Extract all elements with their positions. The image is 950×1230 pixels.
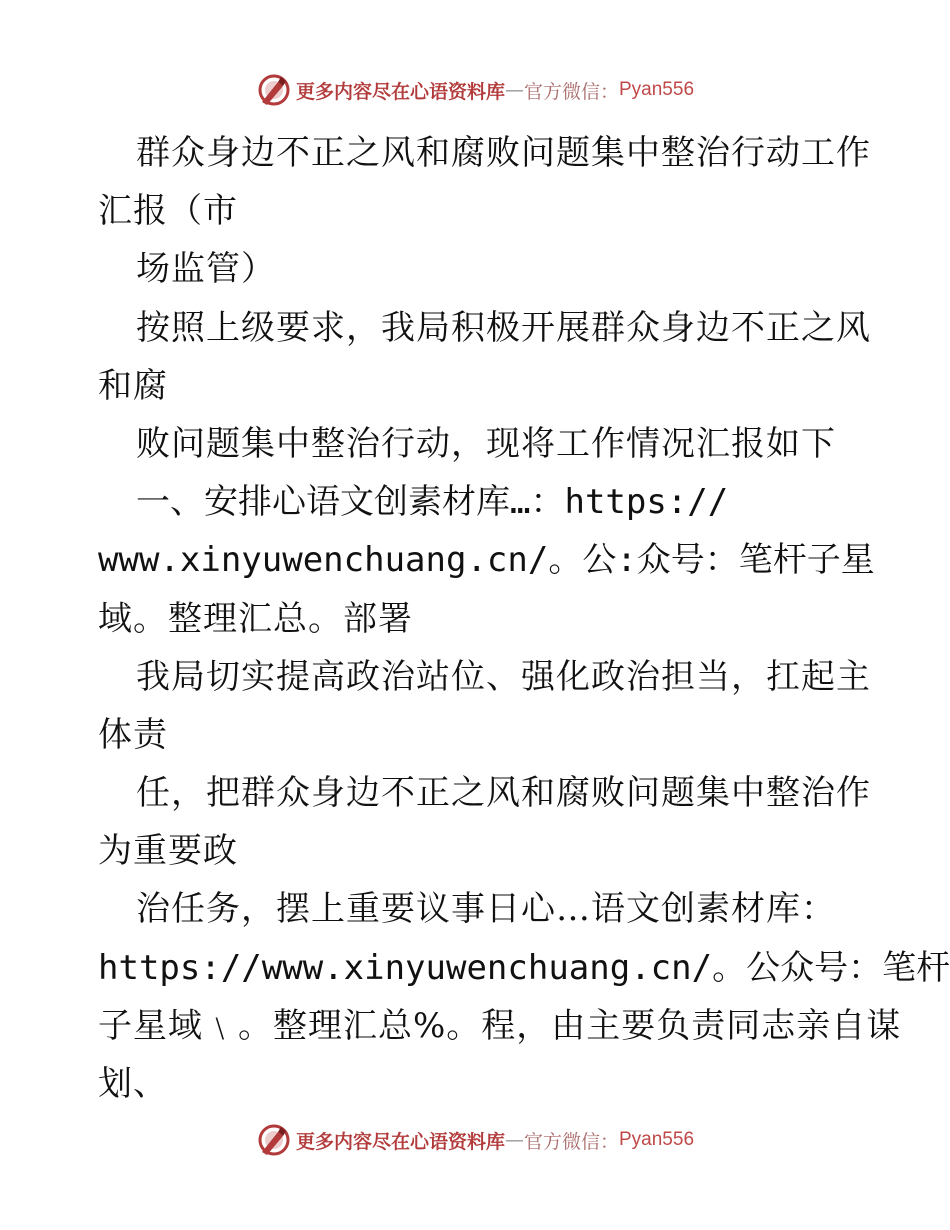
paragraph-line: 我局切实提高政治站位、强化政治担当，扛起主 <box>136 656 871 697</box>
paragraph-line: 按照上级要求，我局积极开展群众身边不正之风 <box>136 307 871 348</box>
document-body <box>98 124 950 1113</box>
title-line-2: 汇报（市 <box>98 191 238 232</box>
paragraph-line: www.xinyuwenchuang.cn/。公:众号：笔杆子星 <box>98 540 875 581</box>
banner-brand: 更多内容尽在心语资料库 <box>295 80 505 103</box>
paragraph-line: 败问题集中整治行动，现将工作情况汇报如下 <box>136 423 836 464</box>
paragraph-line: 子星域﹨。整理汇总%。程，由主要负责同志亲自谋 <box>98 1005 902 1046</box>
banner-brand: 更多内容尽在心语资料库 <box>295 1130 505 1153</box>
paragraph-line: 域。整理汇总。部署 <box>98 598 413 639</box>
banner-label: 官方微信： <box>523 80 619 103</box>
paragraph-line: 和腐 <box>98 365 168 406</box>
footer-banner <box>0 1120 950 1160</box>
banner-label: 官方微信： <box>523 1130 619 1153</box>
title-line-3: 场监管） <box>136 249 276 290</box>
pen-circle-logo-icon <box>256 1122 292 1158</box>
banner-separator: — <box>504 79 524 101</box>
header-banner <box>0 70 950 110</box>
paragraph-line: 治任务，摆上重要议事日心…语文创素材库： <box>136 889 836 930</box>
paragraph-line: 为重要政 <box>98 831 238 872</box>
paragraph-line: 划、 <box>98 1064 168 1104</box>
section-heading-line: 一、安排心语文创素材库…：https:// <box>136 482 729 523</box>
banner-contact: Pyan556 <box>619 79 695 100</box>
pen-circle-logo-icon <box>256 72 292 108</box>
banner-separator: — <box>504 1129 524 1151</box>
paragraph-line: https://www.xinyuwenchuang.cn/。公众号：笔杆 <box>98 947 950 988</box>
banner-contact: Pyan556 <box>619 1129 695 1150</box>
paragraph-line: 任，把群众身边不正之风和腐败问题集中整治作 <box>136 773 871 814</box>
title-line-1: 群众身边不正之风和腐败问题集中整治行动工作 <box>136 133 871 173</box>
paragraph-line: 体责 <box>98 714 168 755</box>
